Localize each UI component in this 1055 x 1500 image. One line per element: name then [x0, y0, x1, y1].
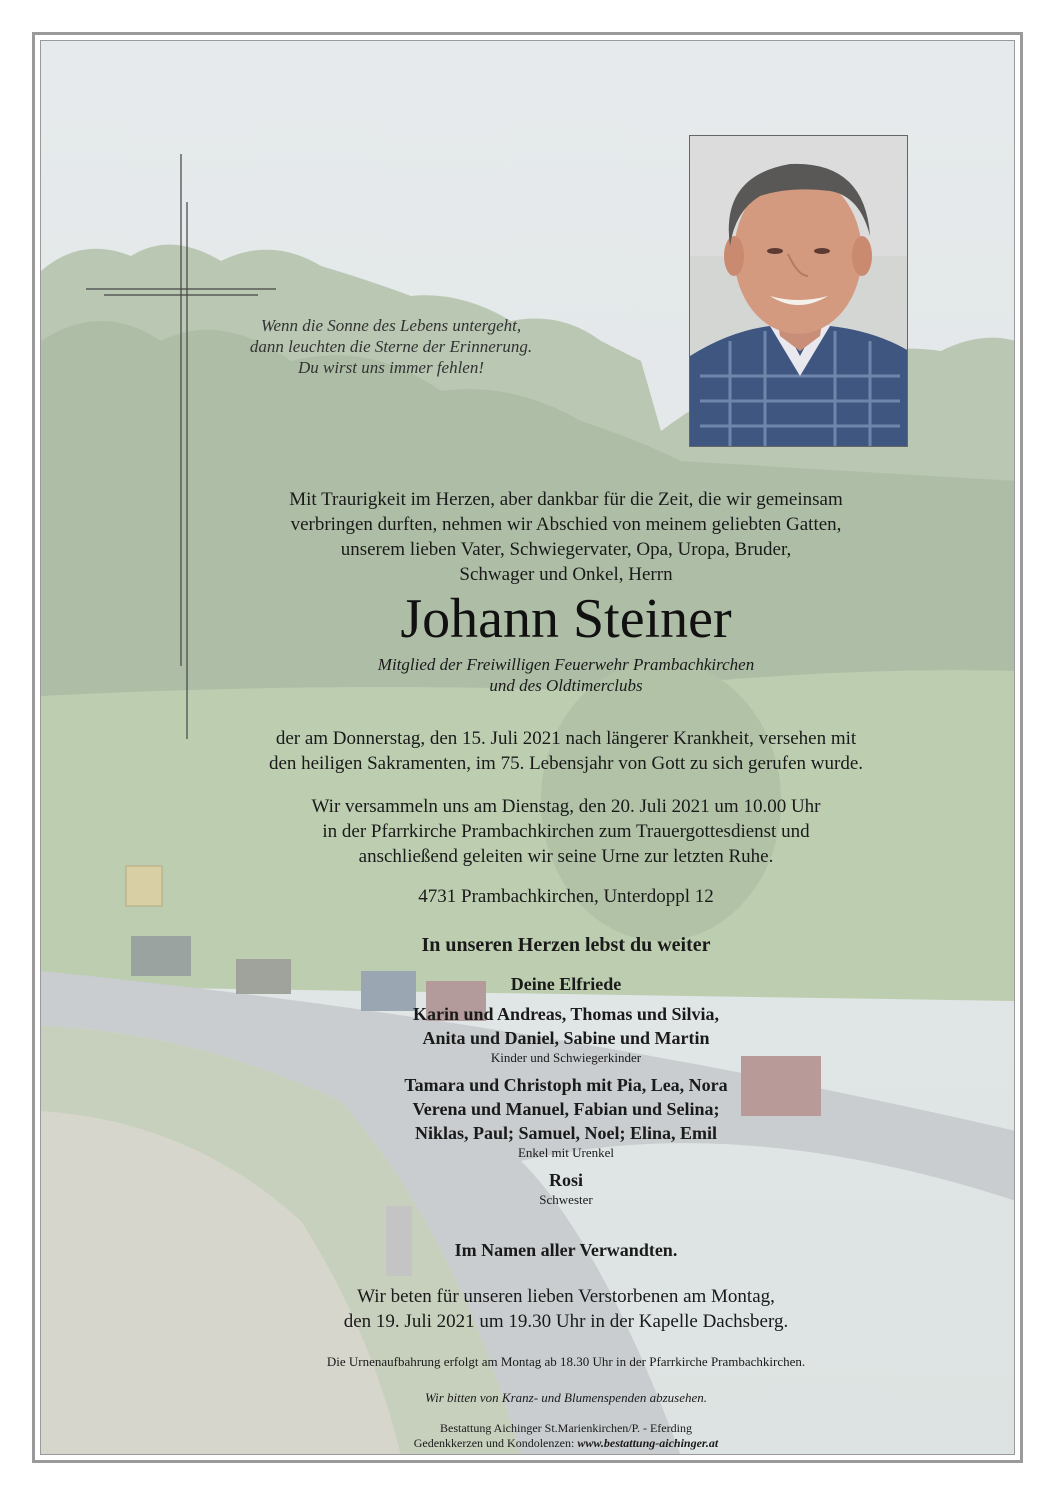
- membership: [161, 654, 971, 696]
- condolence-prefix: Gedenkkerzen und Kondolenzen:: [413, 1436, 575, 1450]
- intro-text: [161, 487, 971, 587]
- death-line: der am Donnerstag, den 15. Juli 2021 nach längerer Krankheit, versehen mit: [275, 728, 857, 749]
- funeral-home: Bestattung Aichinger St.Marienkirchen/P. - Eferding: [440, 1421, 692, 1435]
- wife-name: Deine Elfriede: [510, 974, 622, 994]
- intro-line: Mit Traurigkeit im Herzen, aber dankbar für die Zeit, die wir gemeinsam: [289, 489, 843, 510]
- children-line: Karin und Andreas, Thomas und Silvia,: [413, 1004, 719, 1024]
- portrait-photo: [689, 135, 908, 447]
- sister-label: Schwester: [539, 1192, 593, 1207]
- motto-line: Wenn die Sonne des Lebens untergeht,: [260, 316, 522, 335]
- grandchildren-line: Niklas, Paul; Samuel, Noel; Elina, Emil: [414, 1123, 718, 1143]
- funeral-home-info: [101, 1421, 1015, 1451]
- service-line: Wir versammeln uns am Dienstag, den 20. Juli 2021 um 10.00 Uhr: [311, 796, 821, 817]
- grandchildren-line: Tamara und Christoph mit Pia, Lea, Nora: [404, 1075, 728, 1095]
- service-info: [161, 794, 971, 869]
- membership-line: und des Oldtimerclubs: [489, 676, 643, 695]
- urn-note: Die Urnenaufbahrung erfolgt am Montag ab 18.30 Uhr in der Pfarrkirche Prambachkirchen.: [326, 1354, 806, 1369]
- deceased-name: Johann Steiner: [400, 588, 732, 650]
- parte-card: [40, 40, 1015, 1455]
- prayer-line: den 19. Juli 2021 um 19.30 Uhr in der Kapelle Dachsberg.: [343, 1311, 789, 1332]
- address: 4731 Prambachkirchen, Unterdoppl 12: [418, 886, 714, 907]
- death-notice: [161, 726, 971, 776]
- motto-line: dann leuchten die Sterne der Erinnerung.: [249, 337, 533, 356]
- intro-line: unserem lieben Vater, Schwiegervater, Opa, Uropa, Bruder,: [340, 539, 792, 560]
- mourners-list: [161, 972, 971, 1207]
- sister-name: Rosi: [548, 1170, 583, 1190]
- intro-line: Schwager und Onkel, Herrn: [459, 564, 673, 585]
- condolence-link[interactable]: www.bestattung-aichinger.at: [577, 1436, 719, 1450]
- service-line: in der Pfarrkirche Prambachkirchen zum Trauergottesdienst und: [322, 821, 810, 842]
- prayer-info: [161, 1284, 971, 1334]
- grandchildren-line: Verena und Manuel, Fabian und Selina;: [412, 1099, 720, 1119]
- children-label: Kinder und Schwiegerkinder: [490, 1050, 642, 1065]
- grandchildren-label: Enkel mit Urenkel: [517, 1145, 615, 1160]
- heart-line: In unseren Herzen lebst du weiter: [421, 934, 711, 956]
- membership-line: Mitglied der Freiwilligen Feuerwehr Prambachkirchen: [377, 655, 755, 674]
- intro-line: verbringen durften, nehmen wir Abschied von meinem geliebten Gatten,: [290, 514, 842, 535]
- service-line: anschließend geleiten wir seine Urne zur letzten Ruhe.: [358, 846, 774, 867]
- motto: [211, 315, 571, 378]
- death-line: den heiligen Sakramenten, im 75. Lebensjahr von Gott zu sich gerufen wurde.: [268, 753, 864, 774]
- motto-line: Du wirst uns immer fehlen!: [297, 358, 485, 377]
- prayer-line: Wir beten für unseren lieben Verstorbenen am Montag,: [357, 1286, 775, 1307]
- children-line: Anita und Daniel, Sabine und Martin: [422, 1028, 710, 1048]
- relatives-line: Im Namen aller Verwandten.: [454, 1240, 678, 1260]
- condolence-line: [101, 1436, 1015, 1451]
- flowers-note: Wir bitten von Kranz- und Blumenspenden abzusehen.: [425, 1390, 707, 1405]
